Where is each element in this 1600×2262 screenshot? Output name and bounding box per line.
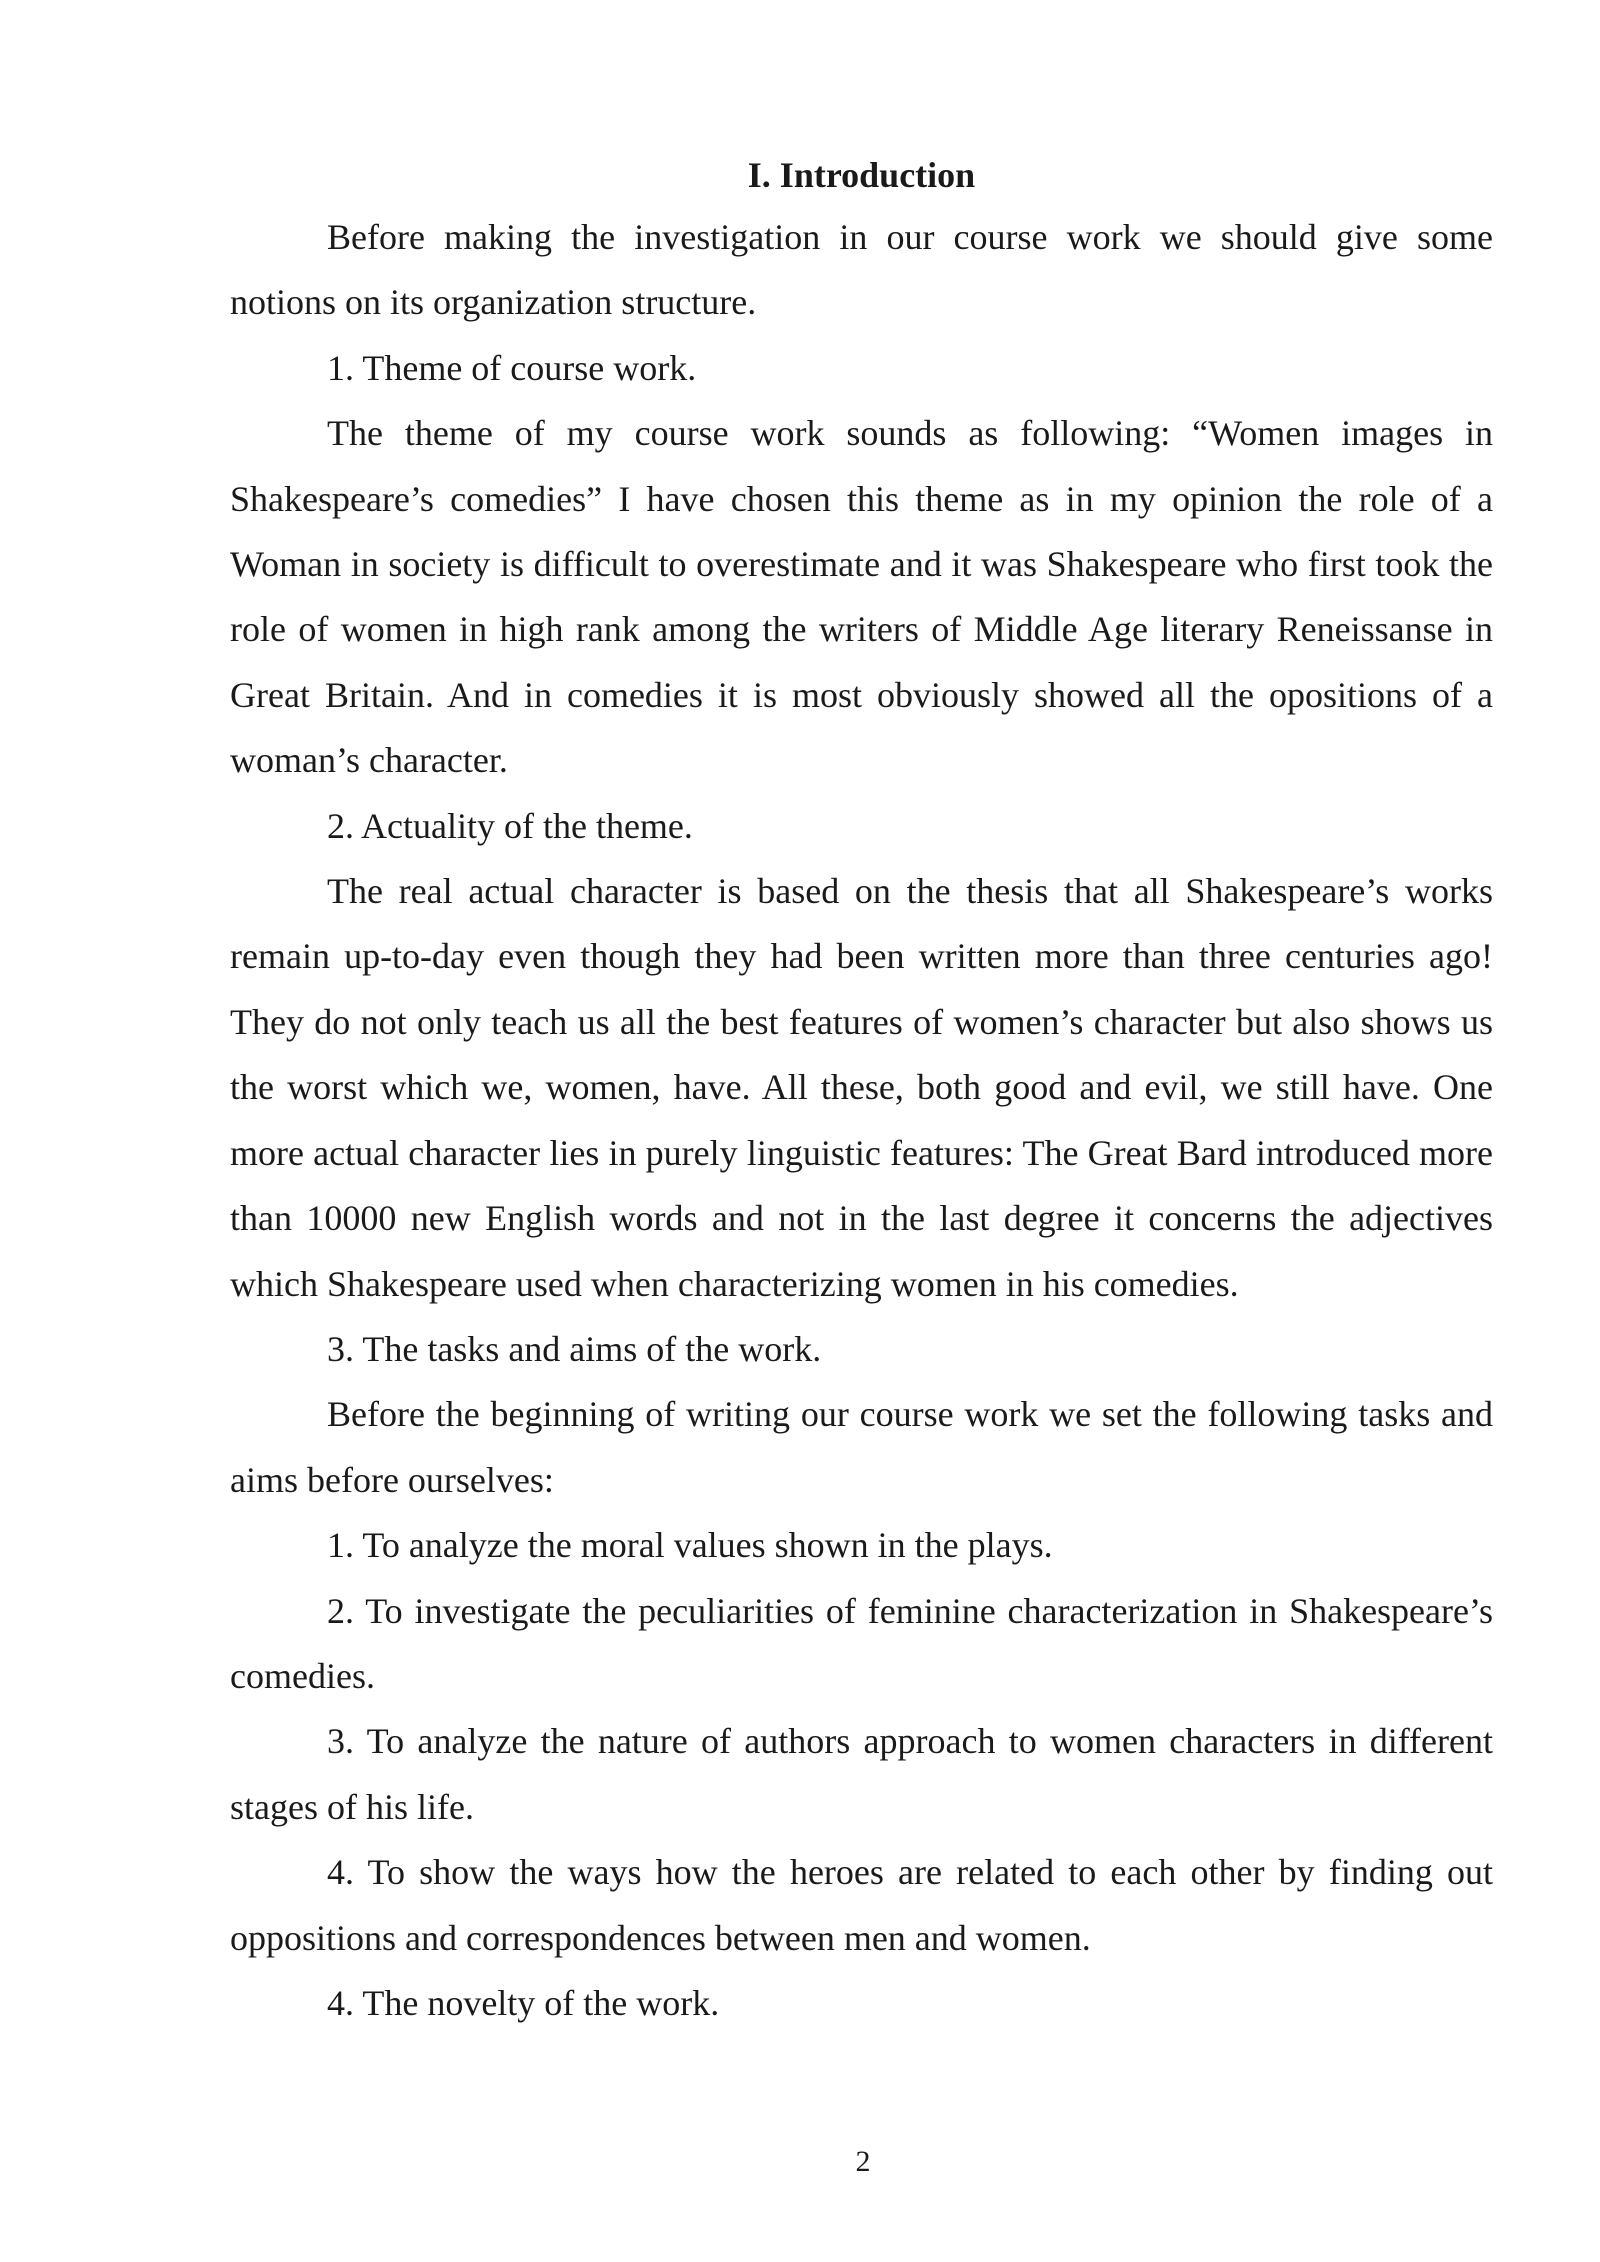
list-item-task-3: 3. To analyze the nature of authors approach to women characters in different stages of his life. [230,1721,1493,1827]
paragraph-theme: The theme of my course work sounds as following: “Women images in Shakespeare’s comedies” I have chosen this theme as in my opinion the role of a Woman in society is difficult to overestimate and it was Shakespeare who first took the role of women in high rank among the writers of Middle Age literary Reneissanse in Great Britain. And in comedies it is most obviously showed all the opositions of a woman’s character. [230,413,1493,781]
paragraph-theme-label: 1. Theme of course work. [327,347,697,388]
paragraph-novelty-label: 4. The novelty of the work. [327,1982,720,2023]
paragraph-tasks-label: 3. The tasks and aims of the work. [327,1328,822,1369]
page-number: 2 [855,2145,871,2178]
page-body [230,145,1493,2036]
paragraph-actuality-label: 2. Actuality of the theme. [327,805,693,846]
paragraph-actuality: The real actual character is based on the thesis that all Shakespeare’s works remain up-to-day even though they had been written more than three centuries ago! They do not only teach us all the best features of women’s character but also shows us the worst which we, women, have. All these, both good and evil, we still have. One more actual character lies in purely linguistic features: The Great Bard introduced more than 10000 new English words and not in the last degree it concerns the adjectives which Shakespeare used when characterizing women in his comedies. [230,871,1493,1304]
list-item-task-1: 1. To analyze the moral values shown in the plays. [327,1525,1053,1566]
list-item-task-2: 2. To investigate the peculiarities of feminine characterization in Shakespeare’s comedies. [230,1590,1493,1696]
section-heading: I. Introduction [747,155,976,195]
list-item-task-4: 4. To show the ways how the heroes are related to each other by finding out oppositions and correspondences between men and women. [230,1852,1493,1958]
paragraph-intro: Before making the investigation in our course work we should give some notions on its organization structure. [230,217,1493,323]
paragraph-tasks-intro: Before the beginning of writing our course work we set the following tasks and aims before ourselves: [230,1394,1493,1500]
